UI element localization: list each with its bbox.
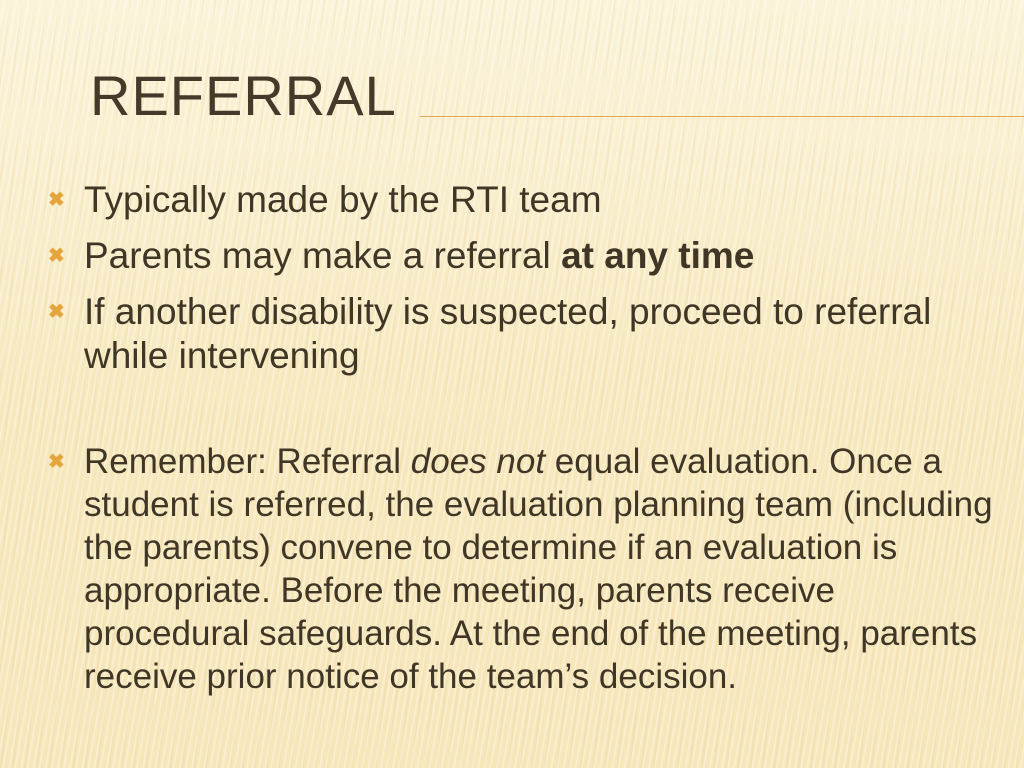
bullet-item [48, 234, 998, 278]
bullet-list [48, 178, 998, 710]
bullet-item [48, 440, 998, 698]
title-divider [420, 116, 1024, 117]
bullet-text: Parents may make a referral [84, 235, 562, 276]
bullet-text: Remember: Referral [84, 442, 411, 481]
bullet-marker-icon: ✖ [48, 301, 65, 323]
bullet-text: If another disability is suspected, proceed to referral while intervening [84, 291, 932, 376]
bullet-item [48, 178, 998, 222]
title-area [90, 58, 397, 134]
bullet-text: Typically made by the RTI team [84, 179, 602, 220]
bullet-italic: does not [410, 442, 546, 481]
bullet-marker-icon: ✖ [48, 245, 65, 267]
bullet-item [48, 290, 998, 378]
bullet-emphasis: at any time [561, 235, 755, 276]
bullet-text-cont: equal evaluation. Once a student is referred, the evaluation planning team (including the parents) convene to determine if an evaluation is appropriate. Before the meeting, parents receive procedural safeguards. At the end of the meeting, parents receive prior notice of the team’s decision. [84, 442, 993, 696]
bullet-marker-icon: ✖ [48, 451, 65, 473]
bullet-marker-icon: ✖ [48, 189, 65, 211]
slide-title: REFERRAL [90, 64, 397, 127]
